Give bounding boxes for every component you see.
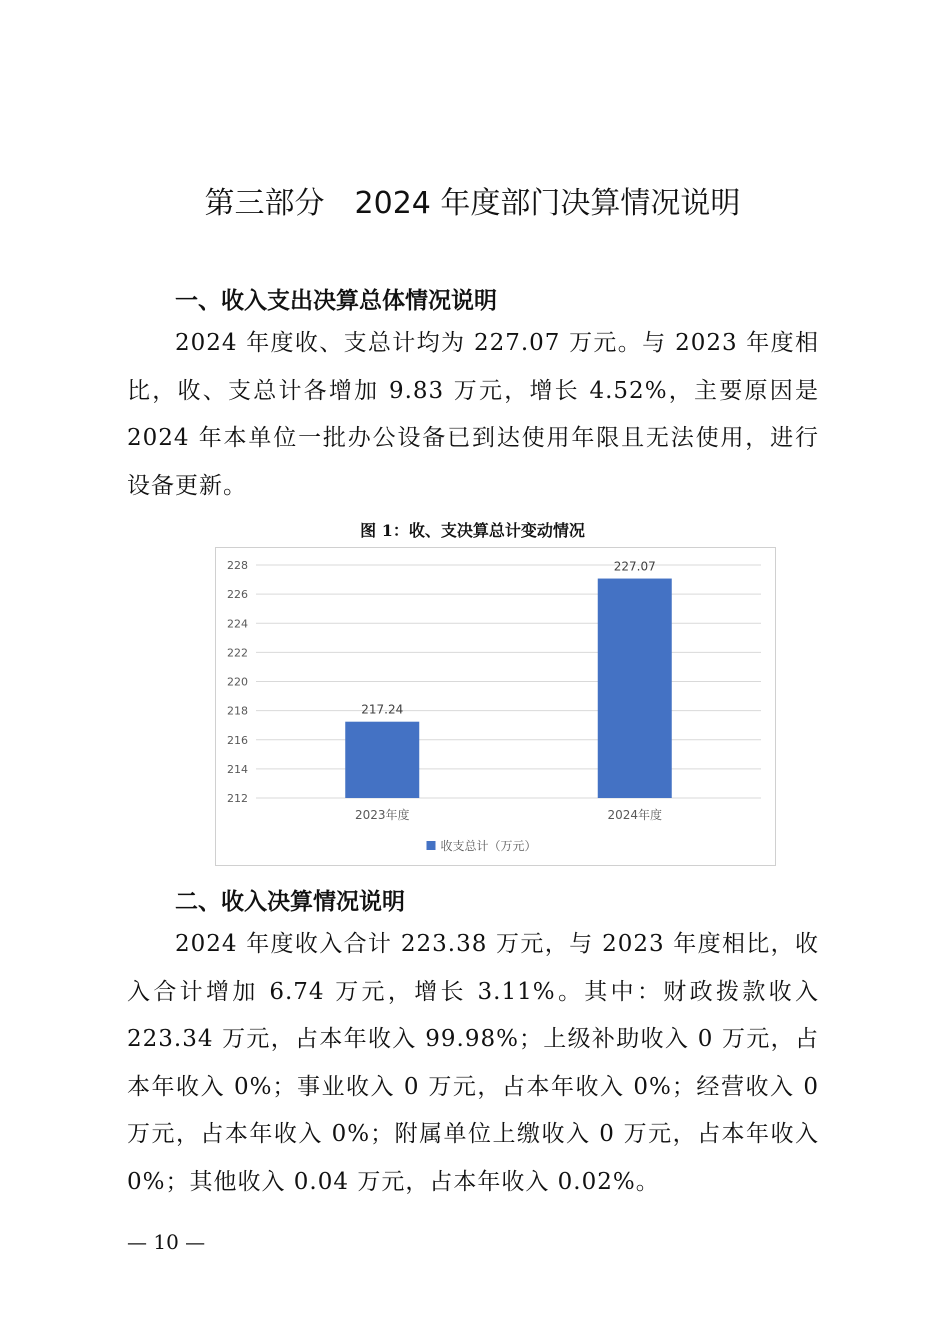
section-2-paragraph: 2024 年度收入合计 223.38 万元，与 2023 年度相比，收入合计增加 6.74 万元，增长 3.11%。其中：财政拨款收入 223.34 万元，占本年收入 99.98%；上级补助收入 0 万元，占本年收入 0%；事业收入 0 万元，占本年收入 0%；经营收入 0 万元，占本年收入 0%；附属单位上缴收入 0 万元，占本年收入 0%；其他收入 0.04 万元，占本年收入 0.02%。: [127, 931, 819, 1195]
bar: [345, 722, 419, 798]
bar-chart: [215, 547, 776, 866]
y-tick-label: 222: [227, 646, 248, 660]
data-label: 217.24: [361, 702, 404, 717]
chart-canvas: [216, 548, 777, 867]
y-tick-label: 216: [227, 733, 248, 747]
legend-swatch: [427, 841, 436, 850]
y-tick-label: 220: [227, 675, 248, 689]
figure-caption: 图 1：收、支决算总计变动情况: [360, 521, 585, 540]
page-number: — 10 —: [127, 1230, 206, 1254]
y-tick-label: 218: [227, 704, 248, 718]
x-tick-label: 2024年度: [607, 808, 663, 822]
y-tick-label: 228: [227, 559, 248, 572]
section-heading-2: 二、收入决算情况说明: [175, 888, 405, 915]
x-tick-label: 2023年度: [354, 808, 410, 822]
y-tick-label: 214: [227, 762, 248, 776]
y-tick-label: 224: [227, 617, 248, 631]
legend-label: 收支总计（万元）: [440, 839, 537, 853]
data-label: 227.07: [613, 559, 656, 574]
y-tick-label: 212: [227, 792, 248, 805]
section-heading-1: 一、收入支出决算总体情况说明: [175, 287, 497, 314]
page-title: 第三部分 2024 年度部门决算情况说明: [204, 186, 741, 221]
bar: [598, 579, 672, 798]
section-1-paragraph: 2024 年度收、支总计均为 227.07 万元。与 2023 年度相比，收、支总计各增加 9.83 万元，增长 4.52%，主要原因是 2024 年本单位一批办公设备已到达使用年限且无法使用，进行设备更新。: [127, 330, 819, 499]
y-tick-label: 226: [227, 588, 248, 602]
